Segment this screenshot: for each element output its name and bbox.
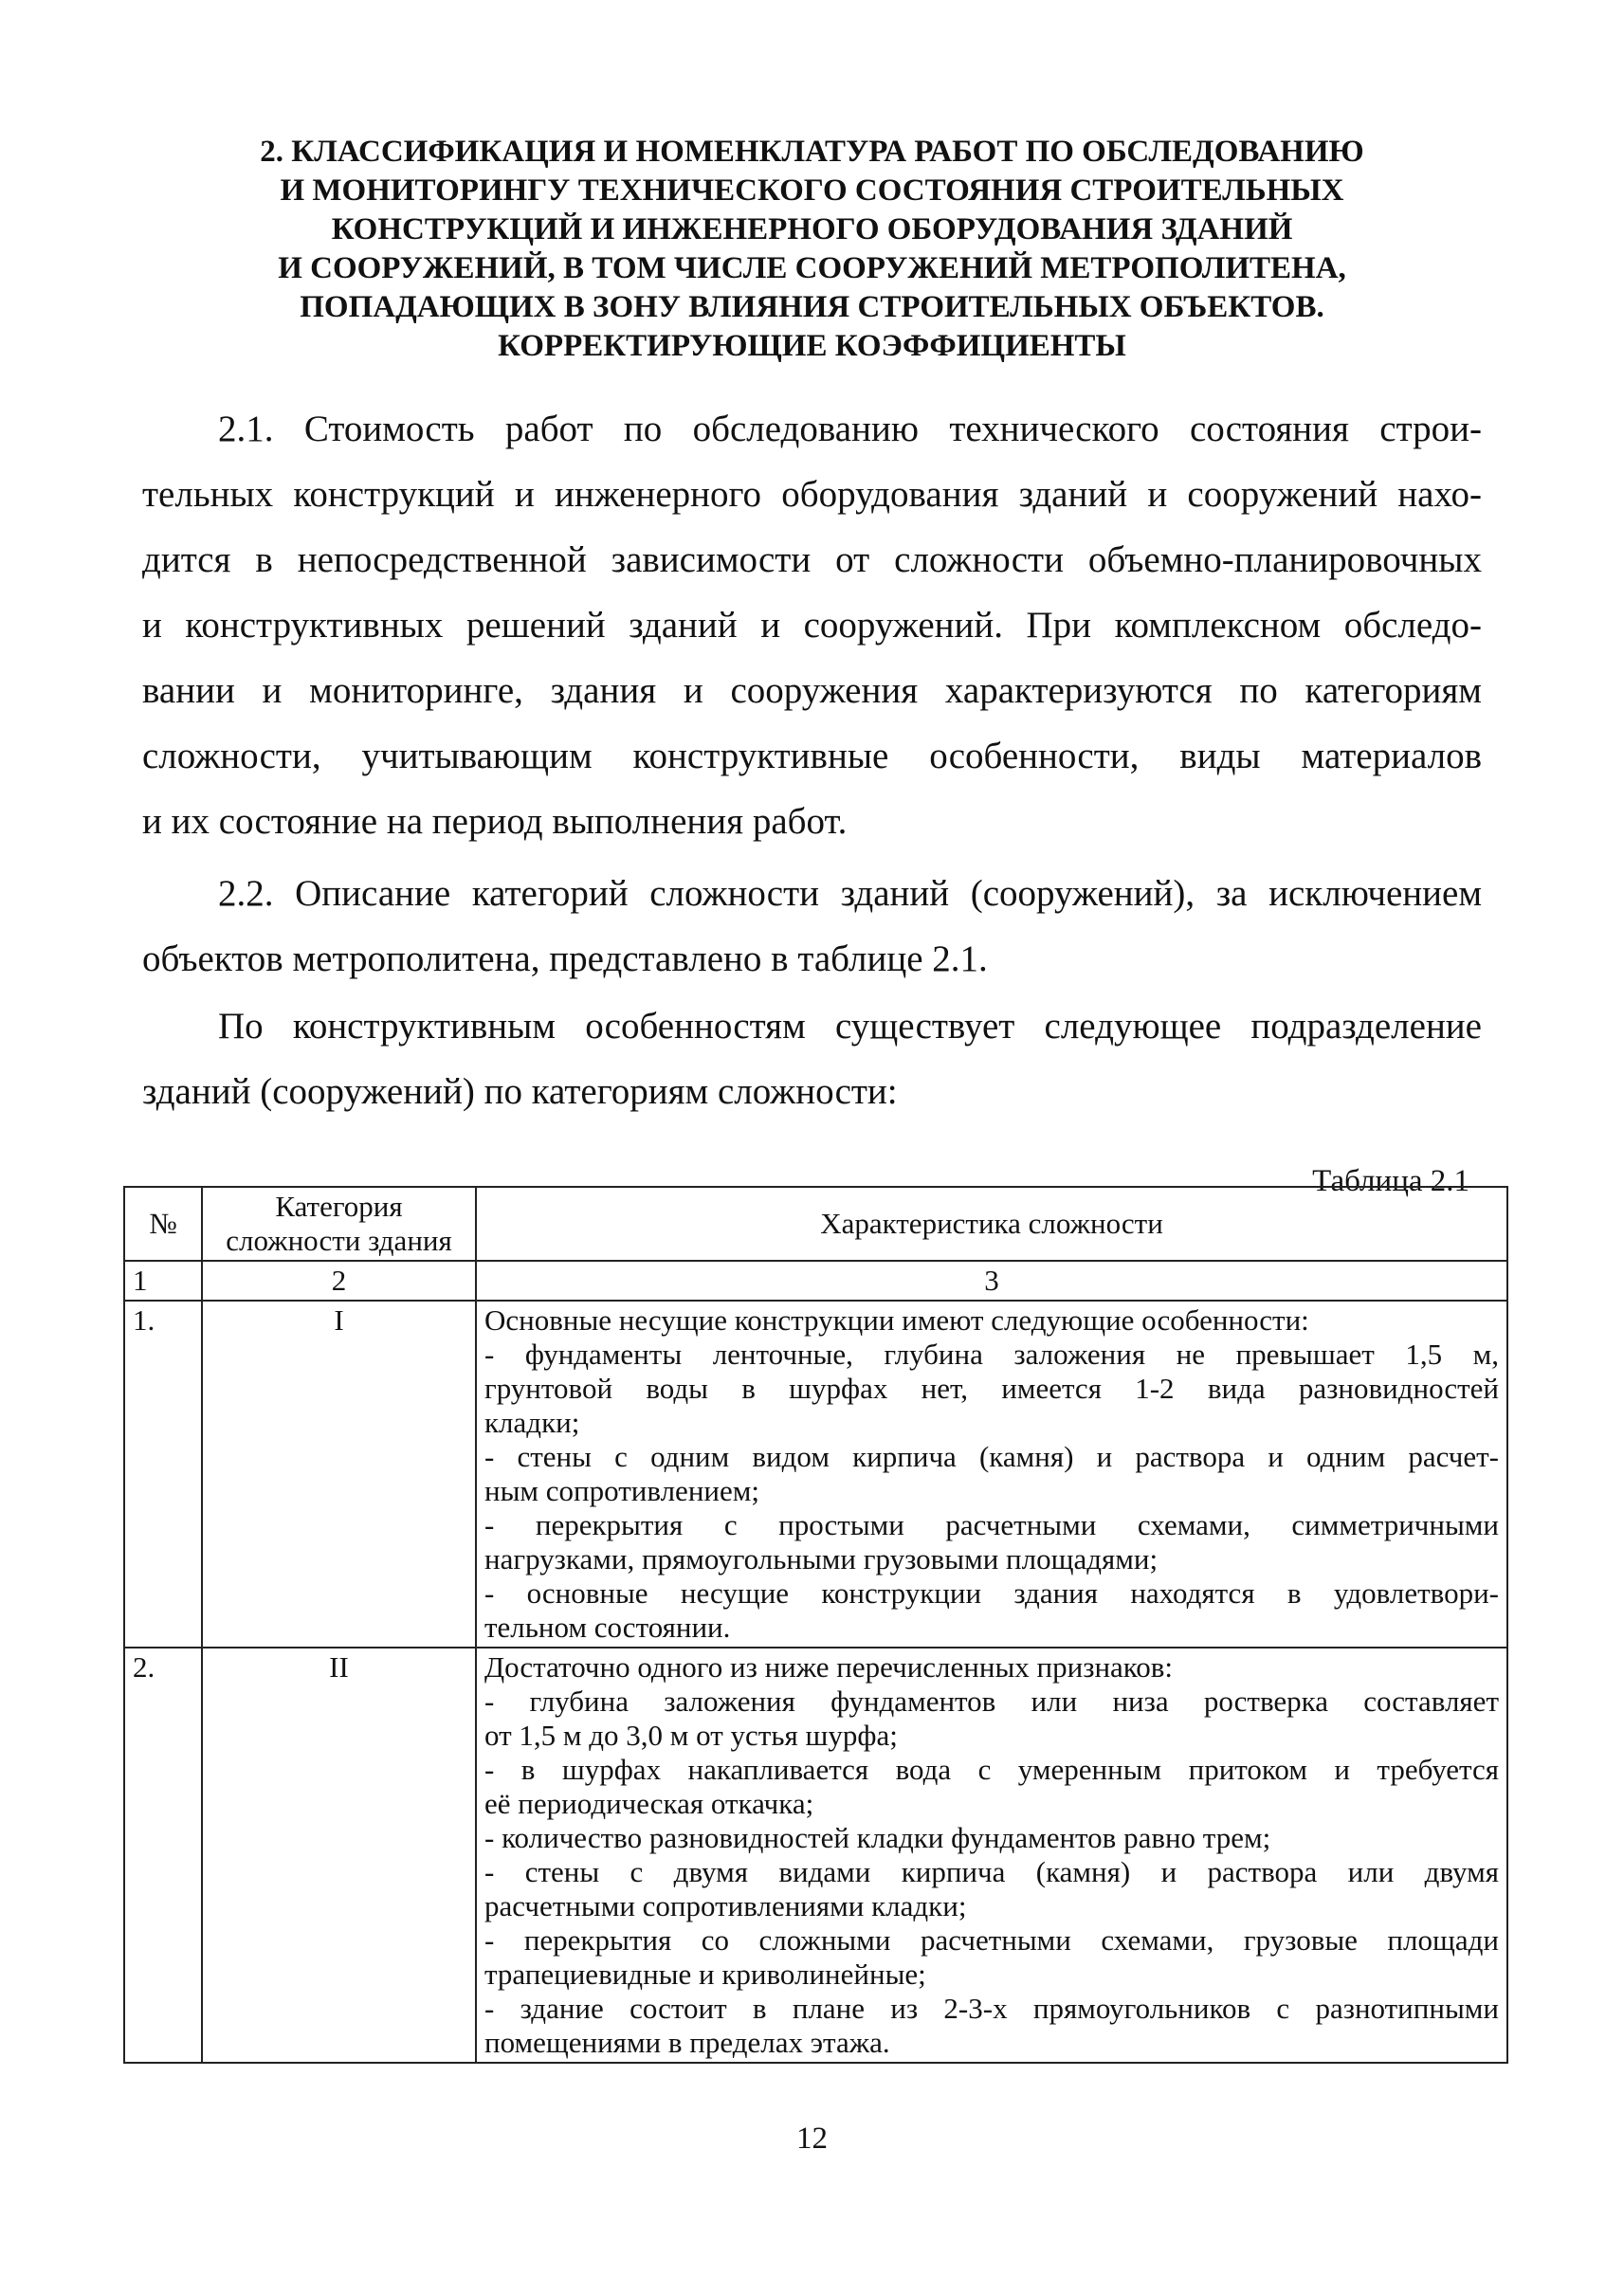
column-number: 1	[124, 1261, 202, 1301]
characteristic-line: тельном состоянии.	[484, 1611, 731, 1644]
characteristic-line: - в шурфах накапливается вода с умеренным притоком и требуется	[484, 1753, 1499, 1786]
characteristic-line: расчетными сопротивлениями кладки;	[484, 1889, 967, 1922]
section-heading	[142, 133, 1482, 366]
heading-line: И МОНИТОРИНГУ ТЕХНИЧЕСКОГО СОСТОЯНИЯ СТРОИТЕЛЬНЫХ	[280, 173, 1344, 208]
column-number: 3	[476, 1261, 1507, 1301]
paragraph-line: зданий (сооружений) по категориям сложности:	[142, 1071, 898, 1112]
characteristic-line: ным сопротивлением;	[484, 1474, 759, 1507]
heading-line: КОРРЕКТИРУЮЩИЕ КОЭФФИЦИЕНТЫ	[498, 329, 1126, 363]
paragraph-subdivision	[142, 993, 1482, 1124]
heading-line: И СООРУЖЕНИЙ, В ТОМ ЧИСЛЕ СООРУЖЕНИЙ МЕТРОПОЛИТЕНА,	[278, 251, 1346, 285]
table-row	[124, 1648, 1507, 2063]
paragraph-line: и их состояние на период выполнения работ.	[142, 801, 848, 842]
page-number: 12	[796, 2122, 828, 2156]
characteristic-line: - перекрытия со сложными расчетными схемами, грузовые площади	[484, 1923, 1499, 1957]
paragraph-line: вании и мониторинге, здания и сооружения характеризуются по категориям	[142, 670, 1482, 711]
characteristic-line: её периодическая откачка;	[484, 1787, 814, 1820]
characteristic-line: - количество разновидностей кладки фундаментов равно трем;	[484, 1821, 1271, 1854]
heading-line: КОНСТРУКЦИЙ И ИНЖЕНЕРНОГО ОБОРУДОВАНИЯ ЗДАНИЙ	[331, 212, 1293, 246]
table-caption: Таблица 2.1	[1312, 1164, 1469, 1198]
paragraph-line: 2.1. Стоимость работ по обследованию технического состояния строи-	[218, 409, 1482, 449]
characteristic-line: - здание состоит в плане из 2-3-х прямоугольников с разнотипными	[484, 1992, 1499, 2025]
characteristic-line: - глубина заложения фундаментов или низа ростверка составляет	[484, 1685, 1499, 1718]
paragraph-2-2	[142, 861, 1482, 992]
characteristic-line: - стены с одним видом кирпича (камня) и раствора и одним расчет-	[484, 1440, 1499, 1473]
paragraph-line: тельных конструкций и инженерного оборудования зданий и сооружений нахо-	[142, 474, 1482, 515]
characteristic-line: Основные несущие конструкции имеют следующие особенности:	[484, 1303, 1309, 1337]
paragraph-line: сложности, учитывающим конструктивные особенности, виды материалов	[142, 736, 1482, 776]
paragraph-2-1	[142, 396, 1482, 854]
characteristic-line: трапециевидные и криволинейные;	[484, 1958, 926, 1991]
complexity-table	[123, 1186, 1508, 2064]
characteristic-line: - основные несущие конструкции здания находятся в удовлетвори-	[484, 1576, 1499, 1610]
characteristic-line: кладки;	[484, 1406, 580, 1439]
header-number: №	[124, 1187, 202, 1261]
characteristic-line: - фундаменты ленточные, глубина заложения не превышает 1,5 м,	[484, 1338, 1499, 1371]
row-category: I	[202, 1301, 476, 1648]
paragraph-line: По конструктивным особенностям существует следующее подразделение	[218, 1006, 1482, 1047]
row-category: II	[202, 1648, 476, 2063]
paragraph-line: и конструктивных решений зданий и сооружений. При комплексном обследо-	[142, 605, 1482, 646]
characteristic-line: нагрузками, прямоугольными грузовыми площадями;	[484, 1542, 1159, 1576]
characteristic-line: помещениями в пределах этажа.	[484, 2026, 890, 2059]
characteristic-line: - перекрытия с простыми расчетными схемами, симметричными	[484, 1508, 1499, 1541]
row-number: 1.	[124, 1301, 202, 1648]
heading-line: 2. КЛАССИФИКАЦИЯ И НОМЕНКЛАТУРА РАБОТ ПО ОБСЛЕДОВАНИЮ	[260, 135, 1364, 169]
table-column-number-row	[124, 1261, 1507, 1301]
row-characteristic	[476, 1648, 1507, 2063]
characteristic-line: грунтовой воды в шурфах нет, имеется 1-2 вида разновидностей	[484, 1372, 1499, 1405]
header-characteristic: Характеристика сложности	[476, 1187, 1507, 1261]
table-row	[124, 1301, 1507, 1648]
characteristic-line: - стены с двумя видами кирпича (камня) и раствора или двумя	[484, 1855, 1499, 1888]
paragraph-line: дится в непосредственной зависимости от сложности объемно-планировочных	[142, 539, 1482, 580]
characteristic-line: от 1,5 м до 3,0 м от устья шурфа;	[484, 1719, 898, 1752]
row-characteristic	[476, 1301, 1507, 1648]
table-header-row	[124, 1187, 1507, 1261]
paragraph-line: 2.2. Описание категорий сложности зданий (сооружений), за исключением	[218, 873, 1482, 914]
paragraph-line: объектов метрополитена, представлено в таблице 2.1.	[142, 938, 988, 979]
row-number: 2.	[124, 1648, 202, 2063]
header-category: Категория сложности здания	[202, 1187, 476, 1261]
heading-line: ПОПАДАЮЩИХ В ЗОНУ ВЛИЯНИЯ СТРОИТЕЛЬНЫХ ОБЪЕКТОВ.	[300, 290, 1324, 324]
characteristic-line: Достаточно одного из ниже перечисленных признаков:	[484, 1650, 1174, 1684]
column-number: 2	[202, 1261, 476, 1301]
